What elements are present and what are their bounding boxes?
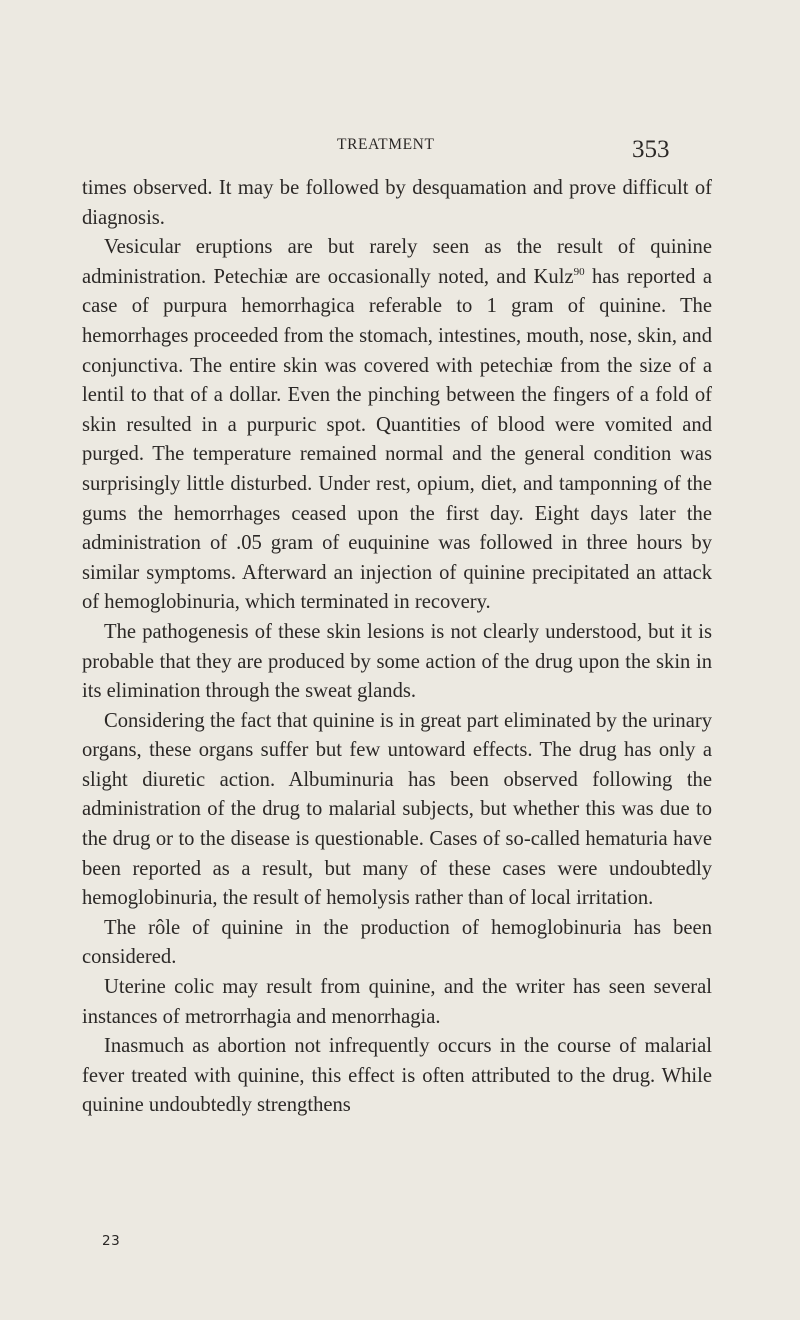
paragraph-vesicular-eruptions xyxy=(82,233,712,618)
paragraph-uterine-colic: Uterine colic may result from quinine, and the writer has seen several instances of metrorrhagia and menorrhagia. xyxy=(82,976,712,1028)
paragraph-urinary-organs: Considering the fact that quinine is in great part eliminated by the urinary organs, these organs suffer but few untoward effects. The drug has only a slight diuretic action. Albuminuria has been observed following the administration of the drug to malarial subjects, but whether this was due to the drug or to the disease is questionable. Cases of so-called hematuria have been reported as a result, but many of these cases were undoubtedly hemoglobinuria, the result of hemolysis rather than of local irritation. xyxy=(82,709,712,910)
running-head: TREATMENT xyxy=(337,136,435,153)
paragraph-desquamation: times observed. It may be followed by desquamation and prove difficult of diagnosis. xyxy=(82,177,712,229)
paragraph-text-continued: has reported a case of purpura hemorrhagica referable to 1 gram of quinine. The hemorrhages proceeded from the stomach, intestines, mouth, nose, skin, and conjunctiva. The entire skin was covered with petechiæ from the size of a lentil to that of a dollar. Even the pinching between the fingers of a fold of skin resulted in a purpuric spot. Quantities of blood were vomited and purged. The temperature remained normal and the general condition was surprisingly little disturbed. Under rest, opium, diet, and tamponning of the gums the hemorrhages ceased upon the first day. Eight days later the administration of .05 gram of euquinine was followed in three hours by similar symptoms. Afterward an injection of quinine precipitated an attack of hemoglobinuria, which terminated in recovery. xyxy=(82,265,712,614)
footnote-reference: 90 xyxy=(573,265,585,278)
paragraph-hemoglobinuria: The rôle of quinine in the production of hemoglobinuria has been considered. xyxy=(82,916,712,969)
paragraph-text: Vesicular eruptions are but rarely seen as the result of quinine administration. Petechiæ are occasionally noted, and Kulz xyxy=(82,236,712,288)
signature-mark: 23 xyxy=(102,1233,121,1249)
paragraph-abortion: Inasmuch as abortion not infrequently occurs in the course of malarial fever treated with quinine, this effect is often attributed to the drug. While quinine undoubtedly strengthens xyxy=(82,1035,712,1117)
paragraph-pathogenesis: The pathogenesis of these skin lesions is not clearly understood, but it is probable that they are produced by some action of the drug upon the skin in its elimination through the sweat glands. xyxy=(82,620,712,703)
body-text xyxy=(82,174,712,1121)
page-number: 353 xyxy=(632,136,670,163)
page-header xyxy=(0,136,800,176)
